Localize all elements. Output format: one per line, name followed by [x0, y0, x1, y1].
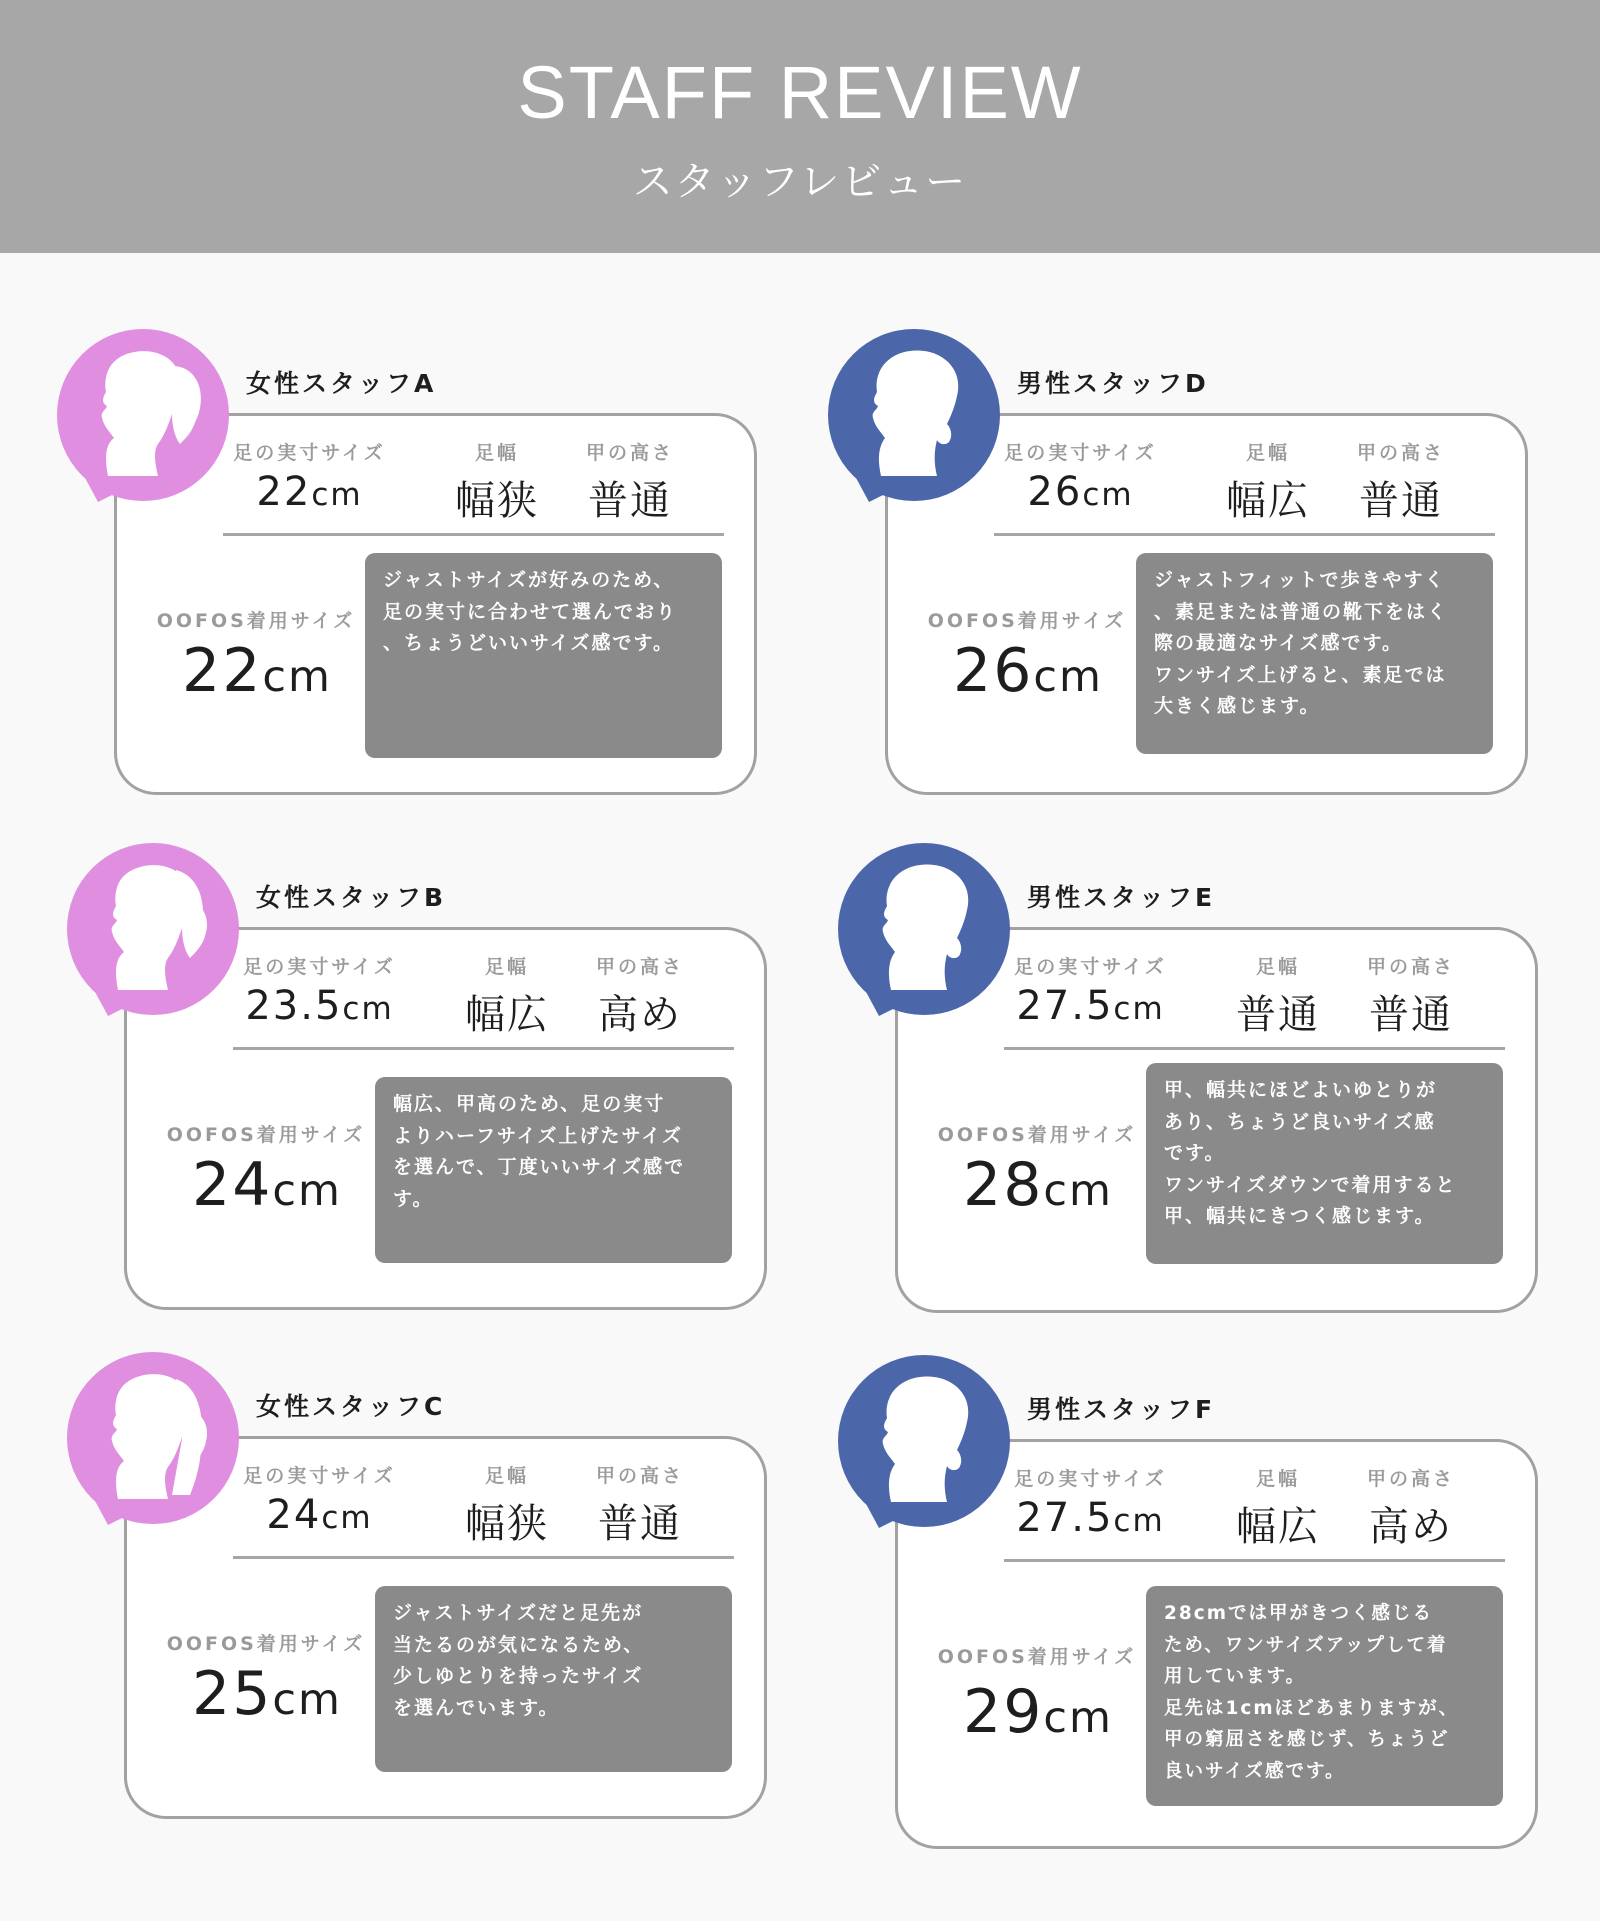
review-comment: 幅広、甲高のため、足の実寸 よりハーフサイズ上げたサイズ を選んで、丁度いいサイズ感で す。 — [375, 1077, 732, 1263]
staff-name: 女性スタッフB — [256, 883, 447, 912]
review-comment: ジャストサイズだと足先が 当たるのが気になるため、 少しゆとりを持ったサイズ を選んでいます。 — [375, 1586, 732, 1772]
staff-card-e — [835, 840, 1535, 1300]
width-value: 幅広 — [1236, 1504, 1320, 1550]
width-label: 足幅 — [484, 1465, 529, 1487]
instep-value: 普通 — [588, 478, 672, 524]
foot-size-label: 足の実寸サイズ — [233, 442, 386, 464]
oofos-size-label: OOFOS着用サイズ — [937, 1124, 1137, 1146]
instep-label: 甲の高さ — [585, 442, 674, 464]
instep-value: 普通 — [1359, 478, 1443, 524]
instep-value: 高め — [1369, 1504, 1453, 1550]
foot-size-value: 24cm — [266, 1492, 373, 1538]
instep-label: 甲の高さ — [595, 956, 684, 978]
foot-size-label: 足の実寸サイズ — [1014, 956, 1167, 978]
foot-size-label: 足の実寸サイズ — [243, 1465, 396, 1487]
divider — [1004, 1047, 1505, 1050]
foot-size-value: 26cm — [1027, 469, 1134, 515]
staff-card-f — [835, 1352, 1535, 1812]
oofos-size-value: 25cm — [192, 1659, 342, 1729]
staff-card-d — [825, 326, 1525, 786]
instep-value: 普通 — [1369, 992, 1453, 1038]
width-label: 足幅 — [484, 956, 529, 978]
review-comment: 甲、幅共にほどよいゆとりが あり、ちょうど良いサイズ感 です。 ワンサイズダウンで着用すると 甲、幅共にきつく感じます。 — [1146, 1063, 1503, 1264]
instep-label: 甲の高さ — [595, 1465, 684, 1487]
instep-value: 高め — [598, 992, 682, 1038]
male-short-hair-silhouette-icon — [835, 1352, 1013, 1530]
staff-name: 男性スタッフE — [1027, 883, 1216, 912]
page-title: STAFF REVIEW — [517, 51, 1083, 134]
staff-card-c — [64, 1349, 764, 1809]
width-value: 普通 — [1236, 992, 1320, 1038]
foot-size-value: 27.5cm — [1016, 1495, 1165, 1541]
foot-size-value: 22cm — [256, 469, 363, 515]
width-label: 足幅 — [1255, 956, 1300, 978]
width-label: 足幅 — [1245, 442, 1290, 464]
foot-size-label: 足の実寸サイズ — [243, 956, 396, 978]
oofos-size-value: 22cm — [182, 636, 332, 706]
foot-size-label: 足の実寸サイズ — [1014, 1468, 1167, 1490]
width-value: 幅広 — [465, 992, 549, 1038]
review-comment: ジャストフィットで歩きやすく 、素足または普通の靴下をはく 際の最適なサイズ感です。 ワンサイズ上げると、素足では 大きく感じます。 — [1136, 553, 1493, 754]
oofos-size-value: 26cm — [953, 636, 1103, 706]
foot-size-label: 足の実寸サイズ — [1004, 442, 1157, 464]
divider — [994, 533, 1495, 536]
staff-card-a — [54, 326, 754, 786]
divider — [223, 533, 724, 536]
staff-name: 女性スタッフC — [256, 1392, 446, 1421]
female-ponytail-silhouette-icon — [54, 326, 232, 504]
staff-name: 女性スタッフA — [246, 369, 437, 398]
review-comment: 28cmでは甲がきつく感じる ため、ワンサイズアップして着 用しています。 足先は1cmほどあまりますが、 甲の窮屈さを感じず、ちょうど 良いサイズ感です。 — [1146, 1586, 1503, 1806]
oofos-size-label: OOFOS着用サイズ — [156, 610, 356, 632]
male-short-hair-silhouette-icon — [835, 840, 1013, 1018]
width-label: 足幅 — [474, 442, 519, 464]
oofos-size-label: OOFOS着用サイズ — [166, 1633, 366, 1655]
staff-name: 男性スタッフD — [1017, 369, 1209, 398]
width-value: 幅狭 — [455, 478, 539, 524]
staff-name: 男性スタッフF — [1027, 1395, 1216, 1424]
divider — [233, 1047, 734, 1050]
width-label: 足幅 — [1255, 1468, 1300, 1490]
oofos-size-label: OOFOS着用サイズ — [937, 1646, 1137, 1668]
page-subtitle: スタッフレビュー — [632, 159, 968, 205]
instep-label: 甲の高さ — [1366, 1468, 1455, 1490]
width-value: 幅広 — [1226, 478, 1310, 524]
instep-label: 甲の高さ — [1356, 442, 1445, 464]
foot-size-value: 27.5cm — [1016, 983, 1165, 1029]
instep-label: 甲の高さ — [1366, 956, 1455, 978]
oofos-size-label: OOFOS着用サイズ — [927, 610, 1127, 632]
instep-value: 普通 — [598, 1501, 682, 1547]
divider — [233, 1556, 734, 1559]
oofos-size-value: 29cm — [963, 1677, 1113, 1747]
female-long-hair-silhouette-icon — [64, 1349, 242, 1527]
male-short-hair-silhouette-icon — [825, 326, 1003, 504]
oofos-size-value: 24cm — [192, 1150, 342, 1220]
oofos-size-label: OOFOS着用サイズ — [166, 1124, 366, 1146]
page-header — [0, 0, 1600, 253]
oofos-size-value: 28cm — [963, 1150, 1113, 1220]
width-value: 幅狭 — [465, 1501, 549, 1547]
divider — [1004, 1559, 1505, 1562]
review-comment: ジャストサイズが好みのため、 足の実寸に合わせて選んでおり 、ちょうどいいサイズ感です。 — [365, 553, 722, 758]
foot-size-value: 23.5cm — [245, 983, 394, 1029]
staff-card-b — [64, 840, 764, 1300]
female-bob-silhouette-icon — [64, 840, 242, 1018]
